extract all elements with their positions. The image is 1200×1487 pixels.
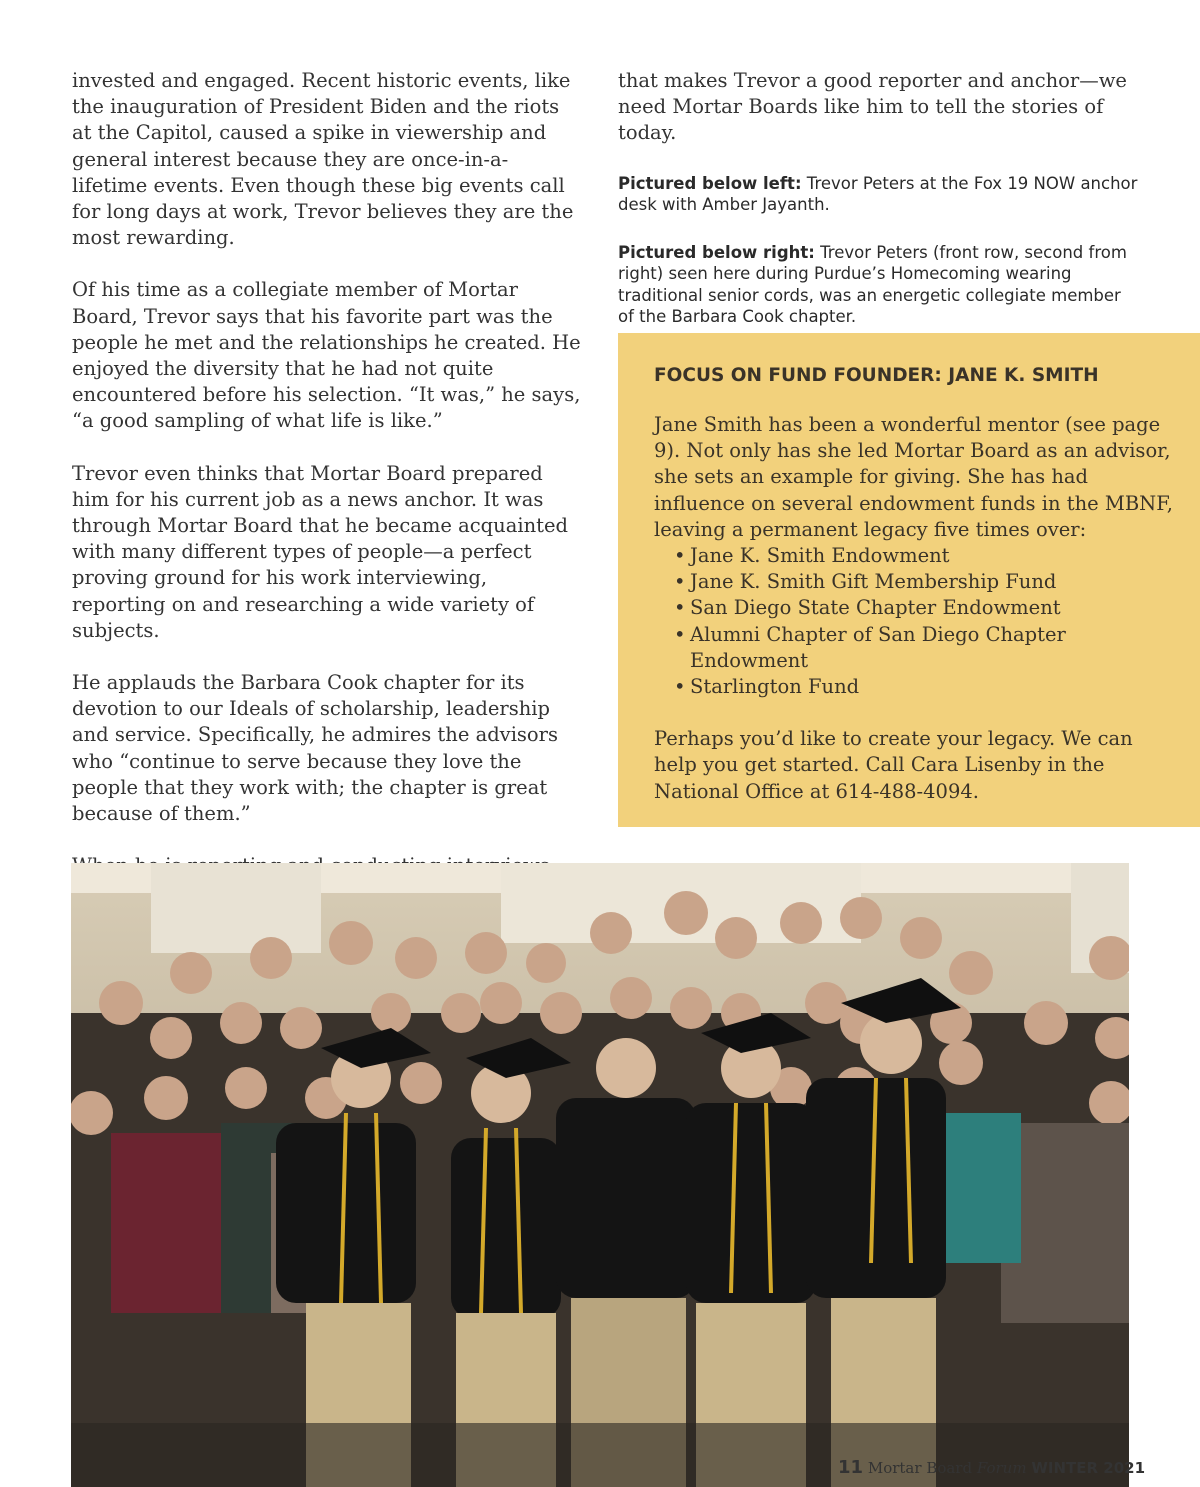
- fund-box-content: [654, 365, 1174, 805]
- photo-caption-left: [618, 173, 1138, 216]
- photo-caption-right: [618, 242, 1138, 328]
- caption-label: Pictured below right:: [618, 242, 815, 262]
- left-column: [72, 68, 582, 984]
- article-paragraph: invested and engaged. Recent historic events, like the inauguration of President Biden and the riots at the Capitol, caused a spike in viewership and general interest because they are once-in-a-lifetime events. Even though these big events call for long days at work, Trevor believes they are the most rewarding.: [72, 69, 574, 250]
- page-footer: [838, 1457, 1146, 1478]
- caption-label: Pictured below left:: [618, 173, 802, 193]
- article-paragraph: Of his time as a collegiate member of Mortar Board, Trevor says that his favorite part was the people he met and the relationships he created. He enjoyed the diversity that he had not quite encountered before his selection. “It was,” he says, “a good sampling of what life is like.”: [72, 278, 581, 433]
- article-paragraph: He applauds the Barbara Cook chapter for its devotion to our Ideals of scholarship, leadership and service. Specifically, he admires the advisors who “continue to serve because they love the people that they work with; the chapter is great because of them.”: [72, 671, 559, 826]
- fund-box-intro: Jane Smith has been a wonderful mentor (see page 9). Not only has she led Mortar Board as an advisor, she sets an example for giving. She has had influence on several endowment funds in the MBNF, leaving a permanent legacy five times over:: [654, 413, 1173, 541]
- publication-name-italic: Forum: [976, 1459, 1027, 1477]
- fund-list: [654, 543, 1174, 700]
- group-photo-illustration: [71, 863, 1129, 1487]
- caption-text: Trevor Peters at the Fox 19 NOW anchor desk with Amber Jayanth.: [618, 173, 1138, 215]
- fund-box-title: FOCUS ON FUND FOUNDER: JANE K. SMITH: [654, 365, 1099, 386]
- fund-list-item: • Jane K. Smith Endowment: [674, 543, 1174, 569]
- fund-list-item: • Starlington Fund: [674, 674, 1174, 700]
- group-photo: [71, 863, 1129, 1487]
- fund-list-item: • San Diego State Chapter Endowment: [674, 595, 1174, 621]
- issue-season: WINTER 2021: [1031, 1459, 1146, 1477]
- page-number: 11: [838, 1457, 864, 1478]
- fund-list-item: • Alumni Chapter of San Diego Chapter Endowment: [674, 622, 1174, 674]
- article-paragraph: Trevor even thinks that Mortar Board prepared him for his current job as a news anchor. It was through Mortar Board that he became acquainted with many different types of people—a perfect proving ground for his work interviewing, reporting on and researching a wide variety of subjects.: [72, 461, 568, 642]
- caption-text: Trevor Peters (front row, second from right) seen here during Purdue’s Homecoming wearing traditional senior cords, was an energetic collegiate member of the Barbara Cook chapter.: [618, 242, 1127, 327]
- fund-founder-sidebar: [618, 333, 1200, 827]
- right-column: [618, 68, 1138, 328]
- publication-name: Mortar Board: [867, 1459, 973, 1477]
- article-continuation: that makes Trevor a good reporter and anchor—we need Mortar Boards like him to tell the stories of today.: [618, 69, 1127, 145]
- fund-list-item: • Jane K. Smith Gift Membership Fund: [674, 569, 1174, 595]
- fund-box-closing: Perhaps you’d like to create your legacy. We can help you get started. Call Cara Lisenby in the National Office at 614-488-4094.: [654, 727, 1133, 803]
